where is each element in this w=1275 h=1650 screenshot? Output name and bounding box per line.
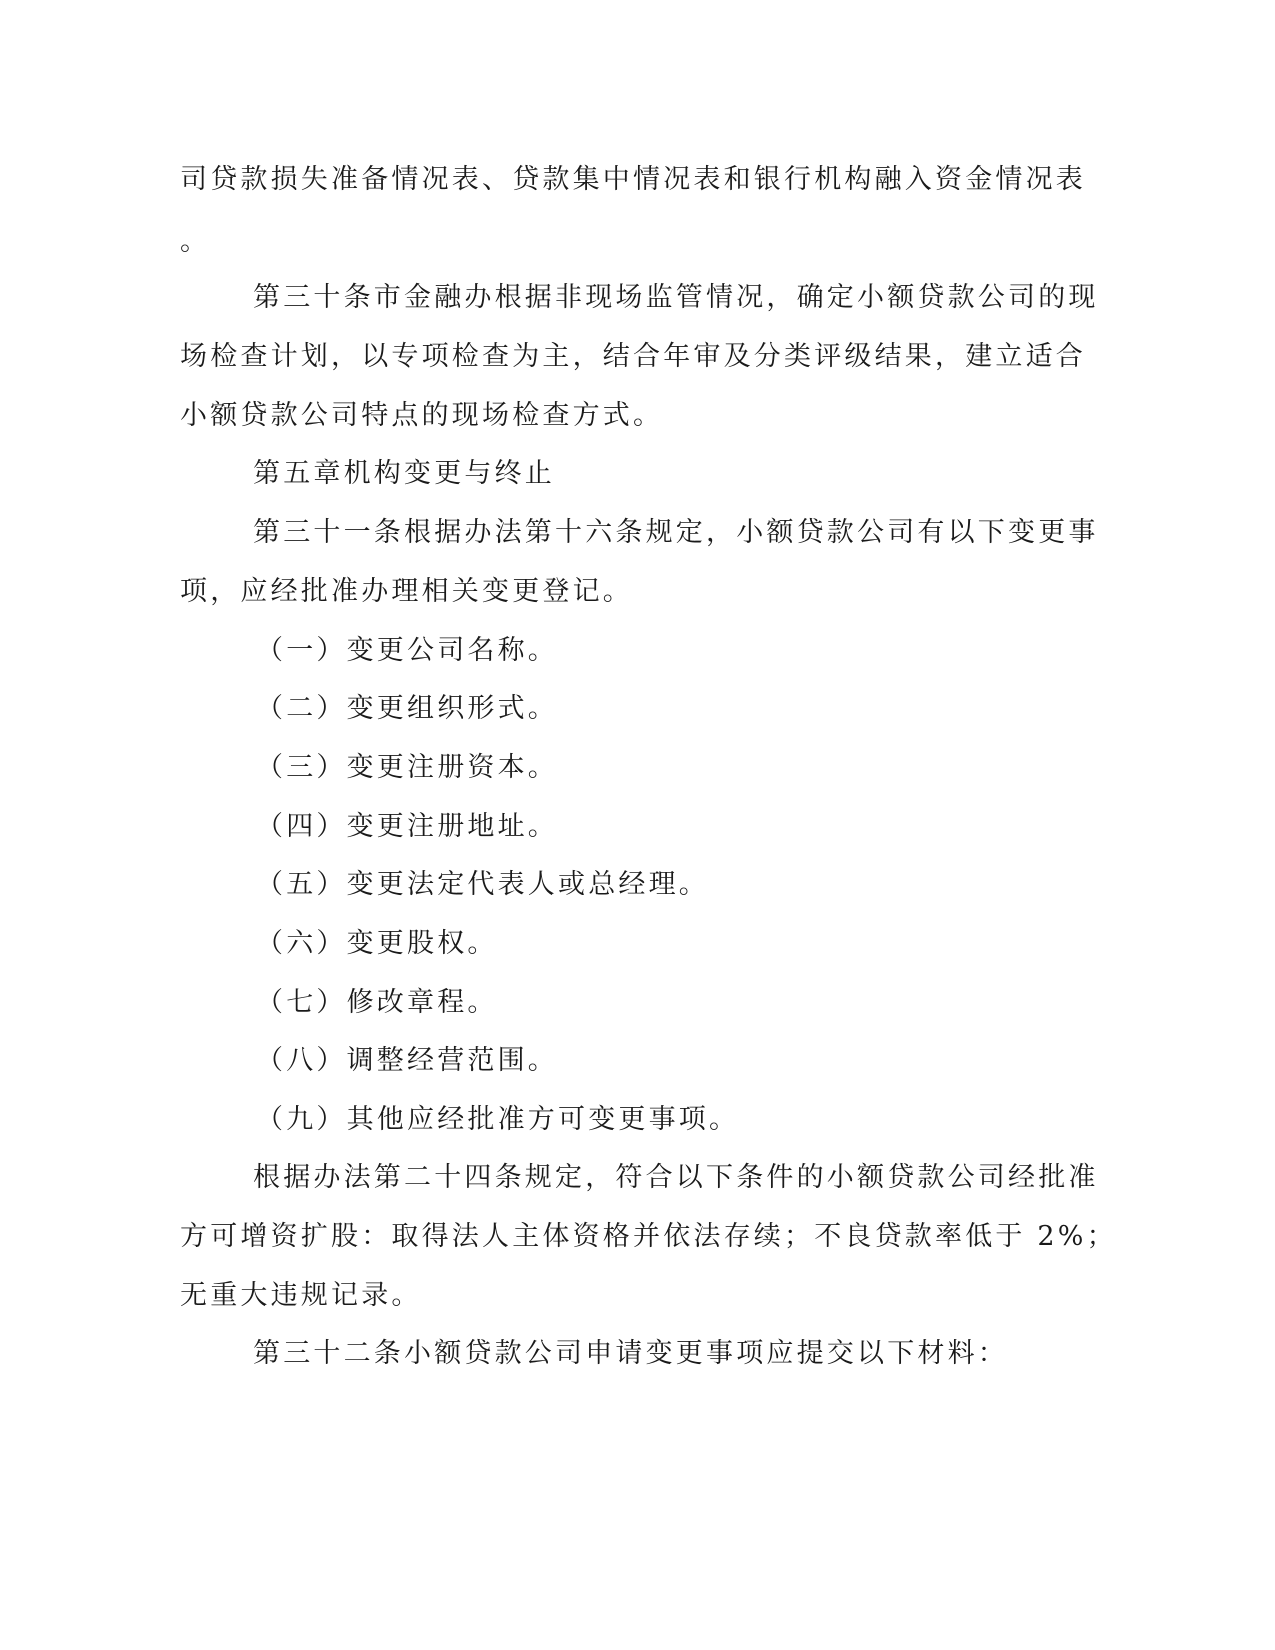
paragraph-line: 司贷款损失准备情况表、贷款集中情况表和银行机构融入资金情况表 [180, 164, 1086, 195]
article-30-line-3: 小额贷款公司特点的现场检查方式。 [180, 400, 664, 431]
list-item: （二）变更组织形式。 [256, 693, 558, 724]
article-31-line-1: 第三十一条根据办法第十六条规定，小额贷款公司有以下变更事 [253, 517, 1099, 548]
capital-increase-line-1: 根据办法第二十四条规定，符合以下条件的小额贷款公司经批准 [253, 1162, 1099, 1193]
list-item: （五）变更法定代表人或总经理。 [256, 869, 709, 900]
chapter-5-heading: 第五章机构变更与终止 [253, 458, 555, 489]
capital-increase-line-3: 无重大违规记录。 [180, 1280, 422, 1311]
article-30-line-2: 场检查计划，以专项检查为主，结合年审及分类评级结果，建立适合 [180, 341, 1086, 372]
capital-increase-line-2: 方可增资扩股：取得法人主体资格并依法存续；不良贷款率低于 2%； [180, 1221, 1117, 1252]
list-item: （九）其他应经批准方可变更事项。 [256, 1104, 740, 1135]
article-31-line-2: 项，应经批准办理相关变更登记。 [180, 576, 633, 607]
list-item: （三）变更注册资本。 [256, 752, 558, 783]
article-32-line-1: 第三十二条小额贷款公司申请变更事项应提交以下材料： [253, 1338, 1008, 1369]
list-item: （一）变更公司名称。 [256, 635, 558, 666]
list-item: （四）变更注册地址。 [256, 811, 558, 842]
list-item: （六）变更股权。 [256, 928, 498, 959]
list-item: （八）调整经营范围。 [256, 1045, 558, 1076]
article-30-line-1: 第三十条市金融办根据非现场监管情况，确定小额贷款公司的现 [253, 282, 1099, 313]
paragraph-line: 。 [180, 226, 211, 257]
list-item: （七）修改章程。 [256, 987, 498, 1018]
